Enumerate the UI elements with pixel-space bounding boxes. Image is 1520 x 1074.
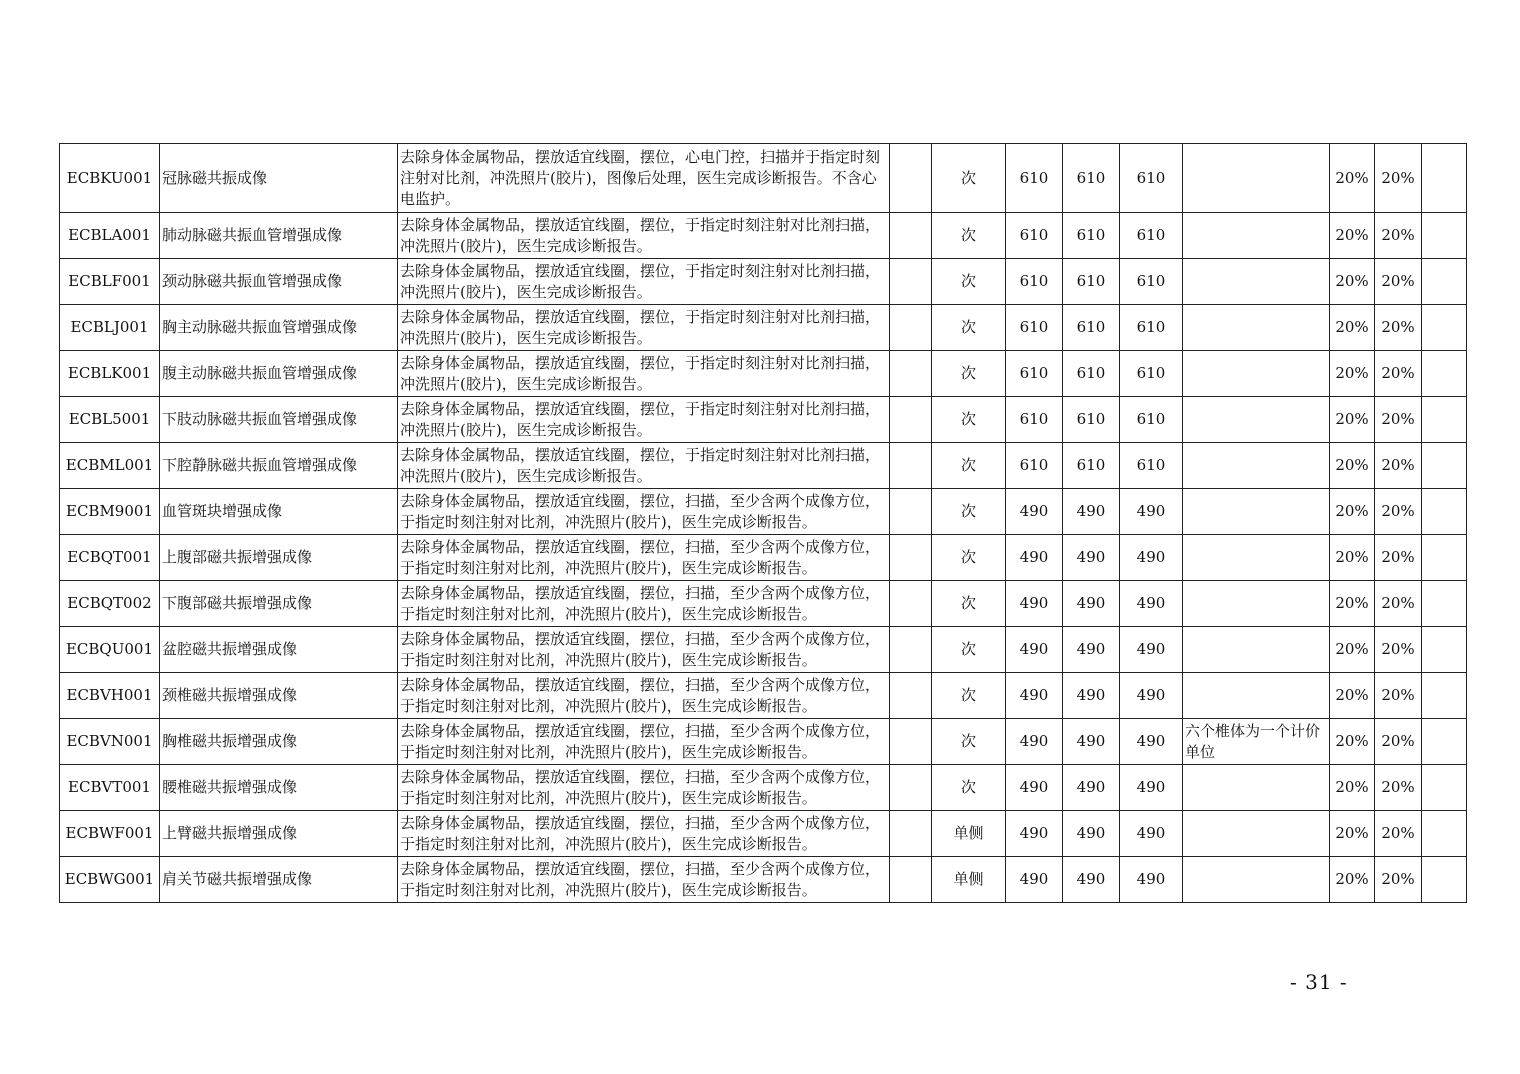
unit-cell: 次	[932, 144, 1006, 213]
empty-cell	[1422, 535, 1467, 581]
item-code-cell: ECBLJ001	[60, 305, 160, 351]
empty-cell	[1422, 673, 1467, 719]
item-code-cell: ECBLF001	[60, 259, 160, 305]
price-cell: 610	[1120, 351, 1183, 397]
item-name-cell: 下肢动脉磁共振血管增强成像	[160, 397, 398, 443]
ratio-cell: 20%	[1330, 351, 1375, 397]
item-description-cell: 去除身体金属物品，摆放适宜线圈，摆位，扫描，至少含两个成像方位，于指定时刻注射对比剂，冲洗照片(胶片)，医生完成诊断报告。	[398, 673, 890, 719]
item-description-cell: 去除身体金属物品，摆放适宜线圈，摆位，扫描，至少含两个成像方位，于指定时刻注射对比剂，冲洗照片(胶片)，医生完成诊断报告。	[398, 765, 890, 811]
item-name-cell: 颈椎磁共振增强成像	[160, 673, 398, 719]
price-cell: 490	[1120, 627, 1183, 673]
note-cell	[1183, 535, 1330, 581]
empty-cell	[1422, 627, 1467, 673]
ratio-cell: 20%	[1375, 535, 1422, 581]
price-cell: 490	[1006, 811, 1063, 857]
price-cell: 490	[1063, 581, 1120, 627]
item-code-cell: ECBKU001	[60, 144, 160, 213]
price-cell: 610	[1063, 305, 1120, 351]
item-name-cell: 上臂磁共振增强成像	[160, 811, 398, 857]
ratio-cell: 20%	[1375, 765, 1422, 811]
table-row	[60, 397, 1467, 443]
item-description-cell: 去除身体金属物品，摆放适宜线圈，摆位，于指定时刻注射对比剂扫描，冲洗照片(胶片)，医生完成诊断报告。	[398, 213, 890, 259]
unit-cell: 次	[932, 213, 1006, 259]
item-description-cell: 去除身体金属物品，摆放适宜线圈，摆位，于指定时刻注射对比剂扫描，冲洗照片(胶片)，医生完成诊断报告。	[398, 351, 890, 397]
price-cell: 490	[1063, 719, 1120, 765]
price-cell: 610	[1006, 144, 1063, 213]
price-cell: 490	[1006, 857, 1063, 903]
unit-cell: 次	[932, 489, 1006, 535]
ratio-cell: 20%	[1375, 144, 1422, 213]
note-cell	[1183, 443, 1330, 489]
price-cell: 610	[1006, 443, 1063, 489]
unit-cell: 次	[932, 259, 1006, 305]
price-cell: 610	[1063, 351, 1120, 397]
price-cell: 490	[1063, 811, 1120, 857]
empty-cell	[890, 581, 932, 627]
ratio-cell: 20%	[1375, 673, 1422, 719]
ratio-cell: 20%	[1330, 305, 1375, 351]
item-name-cell: 血管斑块增强成像	[160, 489, 398, 535]
table-body	[60, 144, 1467, 903]
table-row	[60, 489, 1467, 535]
note-cell	[1183, 765, 1330, 811]
price-cell: 610	[1006, 213, 1063, 259]
price-cell: 490	[1120, 535, 1183, 581]
item-name-cell: 腹主动脉磁共振血管增强成像	[160, 351, 398, 397]
price-cell: 610	[1063, 397, 1120, 443]
table-row	[60, 144, 1467, 213]
empty-cell	[1422, 144, 1467, 213]
item-description-cell: 去除身体金属物品，摆放适宜线圈，摆位，于指定时刻注射对比剂扫描，冲洗照片(胶片)，医生完成诊断报告。	[398, 259, 890, 305]
item-description-cell: 去除身体金属物品，摆放适宜线圈，摆位，心电门控，扫描并于指定时刻注射对比剂，冲洗照片(胶片)，图像后处理，医生完成诊断报告。不含心电监护。	[398, 144, 890, 213]
ratio-cell: 20%	[1330, 397, 1375, 443]
note-cell	[1183, 627, 1330, 673]
item-description-cell: 去除身体金属物品，摆放适宜线圈，摆位，扫描，至少含两个成像方位，于指定时刻注射对比剂，冲洗照片(胶片)，医生完成诊断报告。	[398, 811, 890, 857]
table-row	[60, 443, 1467, 489]
price-cell: 490	[1006, 581, 1063, 627]
price-cell: 610	[1063, 259, 1120, 305]
note-cell	[1183, 397, 1330, 443]
price-cell: 610	[1063, 213, 1120, 259]
price-cell: 490	[1006, 489, 1063, 535]
ratio-cell: 20%	[1375, 397, 1422, 443]
table-row	[60, 351, 1467, 397]
empty-cell	[890, 765, 932, 811]
price-cell: 490	[1120, 811, 1183, 857]
item-code-cell: ECBM9001	[60, 489, 160, 535]
ratio-cell: 20%	[1330, 627, 1375, 673]
item-name-cell: 颈动脉磁共振血管增强成像	[160, 259, 398, 305]
note-cell	[1183, 581, 1330, 627]
item-code-cell: ECBLA001	[60, 213, 160, 259]
item-name-cell: 腰椎磁共振增强成像	[160, 765, 398, 811]
note-cell: 六个椎体为一个计价单位	[1183, 719, 1330, 765]
note-cell	[1183, 857, 1330, 903]
empty-cell	[1422, 397, 1467, 443]
empty-cell	[1422, 489, 1467, 535]
item-code-cell: ECBWG001	[60, 857, 160, 903]
ratio-cell: 20%	[1330, 857, 1375, 903]
table-row	[60, 811, 1467, 857]
empty-cell	[890, 535, 932, 581]
price-cell: 610	[1006, 397, 1063, 443]
price-cell: 490	[1006, 719, 1063, 765]
price-cell: 610	[1120, 397, 1183, 443]
empty-cell	[890, 305, 932, 351]
item-name-cell: 冠脉磁共振成像	[160, 144, 398, 213]
unit-cell: 次	[932, 673, 1006, 719]
ratio-cell: 20%	[1375, 351, 1422, 397]
empty-cell	[890, 397, 932, 443]
empty-cell	[1422, 765, 1467, 811]
unit-cell: 单侧	[932, 857, 1006, 903]
empty-cell	[890, 719, 932, 765]
ratio-cell: 20%	[1330, 811, 1375, 857]
item-description-cell: 去除身体金属物品，摆放适宜线圈，摆位，于指定时刻注射对比剂扫描，冲洗照片(胶片)，医生完成诊断报告。	[398, 443, 890, 489]
item-description-cell: 去除身体金属物品，摆放适宜线圈，摆位，扫描，至少含两个成像方位，于指定时刻注射对比剂，冲洗照片(胶片)，医生完成诊断报告。	[398, 857, 890, 903]
item-code-cell: ECBVN001	[60, 719, 160, 765]
price-cell: 490	[1120, 765, 1183, 811]
ratio-cell: 20%	[1330, 443, 1375, 489]
ratio-cell: 20%	[1375, 857, 1422, 903]
table-row	[60, 719, 1467, 765]
price-cell: 610	[1120, 144, 1183, 213]
price-cell: 490	[1063, 857, 1120, 903]
table-row	[60, 627, 1467, 673]
item-code-cell: ECBWF001	[60, 811, 160, 857]
table-row	[60, 857, 1467, 903]
item-name-cell: 胸主动脉磁共振血管增强成像	[160, 305, 398, 351]
price-cell: 490	[1120, 581, 1183, 627]
ratio-cell: 20%	[1330, 535, 1375, 581]
page-number: - 31 -	[1290, 970, 1348, 994]
empty-cell	[890, 811, 932, 857]
item-description-cell: 去除身体金属物品，摆放适宜线圈，摆位，扫描，至少含两个成像方位，于指定时刻注射对比剂，冲洗照片(胶片)，医生完成诊断报告。	[398, 719, 890, 765]
price-cell: 610	[1120, 443, 1183, 489]
empty-cell	[1422, 443, 1467, 489]
empty-cell	[1422, 305, 1467, 351]
unit-cell: 次	[932, 765, 1006, 811]
item-description-cell: 去除身体金属物品，摆放适宜线圈，摆位，扫描，至少含两个成像方位，于指定时刻注射对比剂，冲洗照片(胶片)，医生完成诊断报告。	[398, 489, 890, 535]
empty-cell	[1422, 811, 1467, 857]
price-cell: 610	[1006, 351, 1063, 397]
item-name-cell: 肩关节磁共振增强成像	[160, 857, 398, 903]
note-cell	[1183, 259, 1330, 305]
price-cell: 610	[1006, 259, 1063, 305]
price-cell: 490	[1063, 627, 1120, 673]
ratio-cell: 20%	[1375, 489, 1422, 535]
unit-cell: 次	[932, 535, 1006, 581]
price-cell: 490	[1120, 857, 1183, 903]
price-cell: 610	[1120, 213, 1183, 259]
item-description-cell: 去除身体金属物品，摆放适宜线圈，摆位，扫描，至少含两个成像方位，于指定时刻注射对比剂，冲洗照片(胶片)，医生完成诊断报告。	[398, 627, 890, 673]
empty-cell	[1422, 719, 1467, 765]
price-cell: 490	[1063, 535, 1120, 581]
table-row	[60, 581, 1467, 627]
price-cell: 610	[1063, 443, 1120, 489]
item-name-cell: 盆腔磁共振增强成像	[160, 627, 398, 673]
price-cell: 490	[1120, 489, 1183, 535]
note-cell	[1183, 213, 1330, 259]
note-cell	[1183, 673, 1330, 719]
ratio-cell: 20%	[1330, 489, 1375, 535]
empty-cell	[890, 213, 932, 259]
ratio-cell: 20%	[1375, 627, 1422, 673]
empty-cell	[1422, 351, 1467, 397]
empty-cell	[1422, 857, 1467, 903]
ratio-cell: 20%	[1330, 581, 1375, 627]
ratio-cell: 20%	[1330, 213, 1375, 259]
table-row	[60, 259, 1467, 305]
table-row	[60, 535, 1467, 581]
item-code-cell: ECBQT001	[60, 535, 160, 581]
empty-cell	[1422, 581, 1467, 627]
price-cell: 490	[1120, 719, 1183, 765]
ratio-cell: 20%	[1375, 305, 1422, 351]
ratio-cell: 20%	[1330, 719, 1375, 765]
unit-cell: 次	[932, 627, 1006, 673]
unit-cell: 次	[932, 443, 1006, 489]
item-name-cell: 肺动脉磁共振血管增强成像	[160, 213, 398, 259]
note-cell	[1183, 305, 1330, 351]
empty-cell	[890, 857, 932, 903]
item-code-cell: ECBQU001	[60, 627, 160, 673]
unit-cell: 次	[932, 397, 1006, 443]
ratio-cell: 20%	[1375, 259, 1422, 305]
empty-cell	[1422, 213, 1467, 259]
price-cell: 490	[1063, 673, 1120, 719]
table-row	[60, 305, 1467, 351]
price-cell: 490	[1120, 673, 1183, 719]
item-name-cell: 下腹部磁共振增强成像	[160, 581, 398, 627]
item-name-cell: 胸椎磁共振增强成像	[160, 719, 398, 765]
empty-cell	[890, 489, 932, 535]
empty-cell	[1422, 259, 1467, 305]
item-name-cell: 上腹部磁共振增强成像	[160, 535, 398, 581]
note-cell	[1183, 489, 1330, 535]
table-row	[60, 673, 1467, 719]
item-code-cell: ECBL5001	[60, 397, 160, 443]
unit-cell: 次	[932, 351, 1006, 397]
price-cell: 490	[1063, 765, 1120, 811]
ratio-cell: 20%	[1375, 811, 1422, 857]
item-description-cell: 去除身体金属物品，摆放适宜线圈，摆位，扫描，至少含两个成像方位，于指定时刻注射对比剂，冲洗照片(胶片)，医生完成诊断报告。	[398, 581, 890, 627]
price-table	[59, 143, 1467, 903]
empty-cell	[890, 673, 932, 719]
table-row	[60, 213, 1467, 259]
price-cell: 610	[1120, 305, 1183, 351]
price-cell: 490	[1006, 535, 1063, 581]
ratio-cell: 20%	[1375, 443, 1422, 489]
unit-cell: 单侧	[932, 811, 1006, 857]
unit-cell: 次	[932, 305, 1006, 351]
empty-cell	[890, 144, 932, 213]
price-cell: 610	[1120, 259, 1183, 305]
item-name-cell: 下腔静脉磁共振血管增强成像	[160, 443, 398, 489]
item-code-cell: ECBVH001	[60, 673, 160, 719]
ratio-cell: 20%	[1375, 719, 1422, 765]
ratio-cell: 20%	[1330, 673, 1375, 719]
note-cell	[1183, 144, 1330, 213]
price-cell: 490	[1006, 765, 1063, 811]
note-cell	[1183, 811, 1330, 857]
price-cell: 490	[1006, 673, 1063, 719]
item-code-cell: ECBVT001	[60, 765, 160, 811]
empty-cell	[890, 443, 932, 489]
table-row	[60, 765, 1467, 811]
unit-cell: 次	[932, 581, 1006, 627]
price-cell: 490	[1006, 627, 1063, 673]
price-cell: 610	[1006, 305, 1063, 351]
note-cell	[1183, 351, 1330, 397]
empty-cell	[890, 259, 932, 305]
item-description-cell: 去除身体金属物品，摆放适宜线圈，摆位，扫描，至少含两个成像方位，于指定时刻注射对比剂，冲洗照片(胶片)，医生完成诊断报告。	[398, 535, 890, 581]
price-cell: 610	[1063, 144, 1120, 213]
item-code-cell: ECBQT002	[60, 581, 160, 627]
item-code-cell: ECBML001	[60, 443, 160, 489]
item-description-cell: 去除身体金属物品，摆放适宜线圈，摆位，于指定时刻注射对比剂扫描，冲洗照片(胶片)，医生完成诊断报告。	[398, 305, 890, 351]
ratio-cell: 20%	[1330, 144, 1375, 213]
ratio-cell: 20%	[1375, 213, 1422, 259]
ratio-cell: 20%	[1330, 765, 1375, 811]
price-cell: 490	[1063, 489, 1120, 535]
ratio-cell: 20%	[1375, 581, 1422, 627]
empty-cell	[890, 351, 932, 397]
empty-cell	[890, 627, 932, 673]
ratio-cell: 20%	[1330, 259, 1375, 305]
item-code-cell: ECBLK001	[60, 351, 160, 397]
item-description-cell: 去除身体金属物品，摆放适宜线圈，摆位，于指定时刻注射对比剂扫描，冲洗照片(胶片)，医生完成诊断报告。	[398, 397, 890, 443]
unit-cell: 次	[932, 719, 1006, 765]
